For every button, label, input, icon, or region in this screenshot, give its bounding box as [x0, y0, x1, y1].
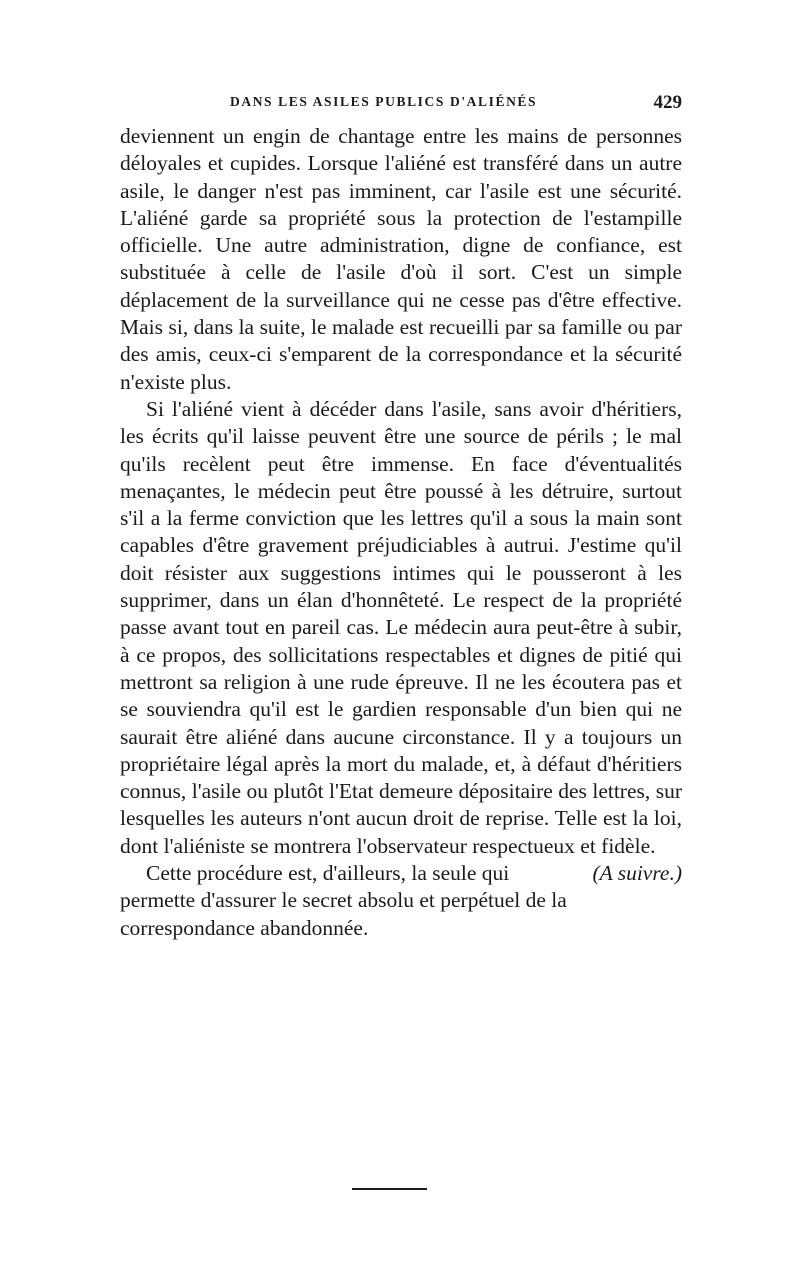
page-header — [120, 92, 682, 122]
to-follow-note: (A suivre.) — [592, 861, 682, 886]
paragraph-3-text: Cette procédure est, d'ailleurs, la seule qui permette d'assurer le secret absolu et perpétuel de la correspondance abandonnée. — [120, 861, 567, 940]
page-number: 429 — [653, 92, 682, 113]
paragraph-1: deviennent un engin de chantage entre les mains de personnes déloyales et cupides. Lorsque l'aliéné est transféré dans un autre asile, le danger n'est pas imminent, car l'asile est une sécurité. L'aliéné garde sa propriété sous la protection de l'estampille officielle. Une autre administration, digne de confiance, est substituée à celle de l'asile d'où il sort. C'est un simple déplacement de la surveillance qui ne cesse pas d'être effective. Mais si, dans la suite, le malade est recueilli par sa famille ou par des amis, ceux-ci s'emparent de la correspondance et la sécurité n'existe plus. — [120, 124, 682, 394]
paragraph-3 — [120, 860, 682, 942]
body-text — [120, 123, 682, 942]
paragraph-2: Si l'aliéné vient à décéder dans l'asile, sans avoir d'héritiers, les écrits qu'il laisse peuvent être une source de périls ; le mal qu'ils recèlent peut être immense. En face d'éventualités menaçantes, le médecin peut être poussé à les détruire, surtout s'il a la ferme conviction que les lettres qu'il a sous la main sont capables d'être gravement préjudiciables à autrui. J'estime qu'il doit résister aux suggestions intimes qui le pousseront à les supprimer, dans un élan d'honnêteté. Le respect de la propriété passe avant tout en pareil cas. Le médecin aura peut-être à subir, à ce propos, des sollicitations respectables et dignes de pitié qui mettront sa religion à une rude épreuve. Il ne les écoutera pas et se souviendra qu'il est le gardien responsable d'un bien qui ne saurait être aliéné dans aucune circonstance. Il y a toujours un propriétaire légal après la mort du malade, et, à défaut d'héritiers connus, l'asile ou plutôt l'Etat demeure dépositaire des lettres, sur lesquelles les auteurs n'ont aucun droit de reprise. Telle est la loi, dont l'aliéniste se montrera l'observateur respectueux et fidèle. — [120, 396, 682, 858]
end-rule — [352, 1188, 427, 1190]
running-title: DANS LES ASILES PUBLICS D'ALIÉNÉS — [230, 94, 538, 109]
